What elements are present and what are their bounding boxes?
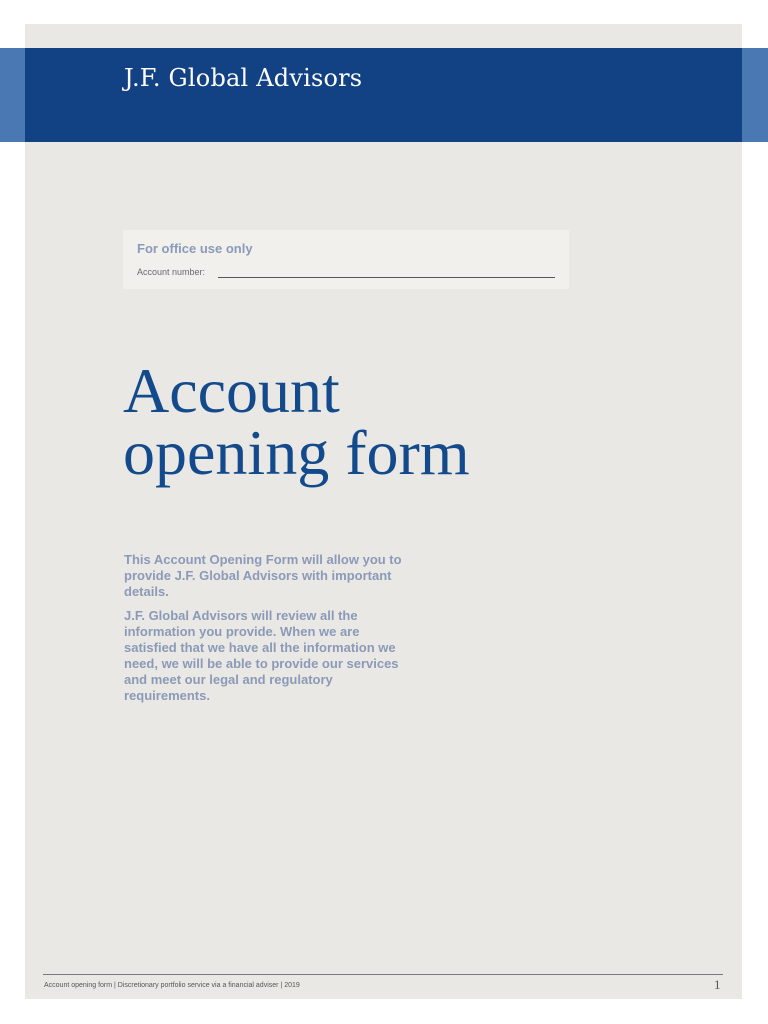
header-banner bbox=[25, 48, 742, 142]
footer-divider bbox=[43, 974, 723, 975]
brand-name: J.F. Global Advisors bbox=[124, 64, 363, 92]
page-title-line-1: Account bbox=[123, 355, 340, 426]
office-use-box bbox=[123, 230, 569, 289]
banner-left-extension bbox=[0, 48, 25, 142]
footer-text: Account opening form | Discretionary portfolio service via a financial adviser | 2019 bbox=[44, 982, 300, 989]
office-use-title: For office use only bbox=[137, 241, 253, 256]
banner-right-extension bbox=[742, 48, 768, 142]
account-number-label: Account number: bbox=[137, 267, 206, 277]
page-number: 1 bbox=[714, 977, 721, 992]
page-title-line-2: opening form bbox=[123, 417, 470, 488]
account-number-field[interactable] bbox=[218, 277, 555, 278]
intro-paragraph-2: J.F. Global Advisors will review all the information you provide. When we are satisfied that we have all the information we need, we will be able to provide our services and meet our legal and regulatory requirements. bbox=[124, 608, 399, 703]
intro-paragraph-1: This Account Opening Form will allow you to provide J.F. Global Advisors with important details. bbox=[124, 552, 402, 599]
page-background bbox=[25, 24, 742, 999]
page-title bbox=[123, 355, 623, 488]
intro-text bbox=[124, 552, 414, 712]
